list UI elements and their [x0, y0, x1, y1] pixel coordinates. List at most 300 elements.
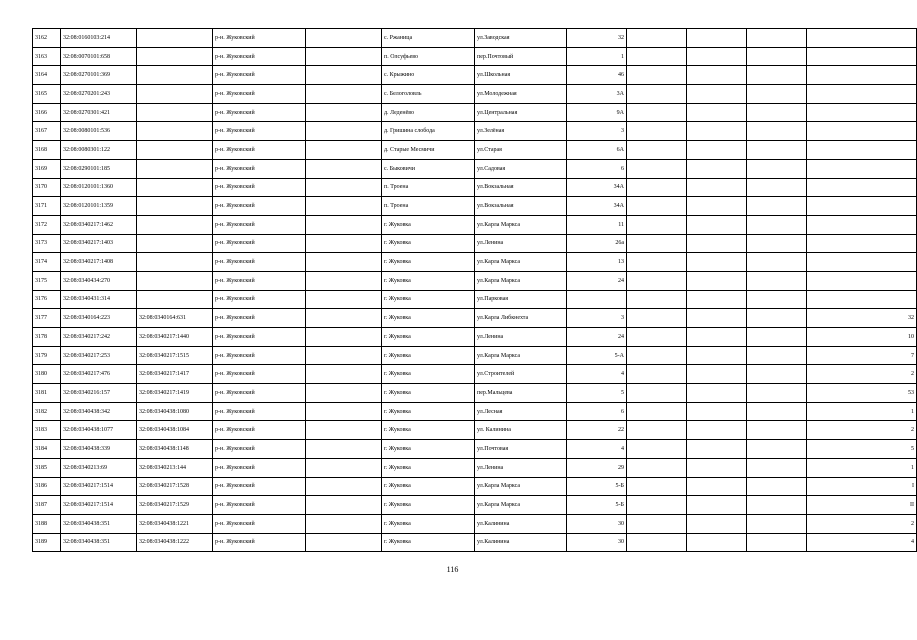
related-cadastral-cell [137, 178, 213, 197]
extra-cell-1 [687, 421, 747, 440]
house-number-cell: 3А [567, 85, 627, 104]
property-registry-table [32, 28, 917, 552]
street-cell: ул.Вокзальная [475, 178, 567, 197]
settlement-blank-cell [306, 365, 382, 384]
extra-cell-2 [747, 29, 807, 48]
extra-cell-1 [687, 215, 747, 234]
house-number-cell: 5-Б [567, 496, 627, 515]
locality-cell: г. Жуковка [382, 234, 475, 253]
row-number-cell: 3173 [33, 234, 61, 253]
locality-cell: г. Жуковка [382, 533, 475, 552]
settlement-blank-cell [306, 66, 382, 85]
extra-cell-1 [687, 402, 747, 421]
apartment-cell: 1 [807, 458, 917, 477]
extra-cell-1 [687, 533, 747, 552]
extra-cell-2 [747, 215, 807, 234]
extra-cell-1 [687, 384, 747, 403]
related-cadastral-cell: 32:08:0340217:1515 [137, 346, 213, 365]
district-cell: р-н. Жуковский [213, 85, 306, 104]
row-number-cell: 3188 [33, 514, 61, 533]
related-cadastral-cell: 32:08:0340438:1084 [137, 421, 213, 440]
row-number-cell: 3165 [33, 85, 61, 104]
cadastral-number-cell: 32:08:0070101:658 [61, 47, 137, 66]
settlement-blank-cell [306, 215, 382, 234]
street-cell: пер.Мальцева [475, 384, 567, 403]
building-cell [627, 384, 687, 403]
district-cell: р-н. Жуковский [213, 253, 306, 272]
locality-cell: г. Жуковка [382, 496, 475, 515]
cadastral-number-cell: 32:08:0340217:476 [61, 365, 137, 384]
street-cell: ул.Школьная [475, 66, 567, 85]
row-number-cell: 3179 [33, 346, 61, 365]
locality-cell: д. Старые Месмичи [382, 141, 475, 160]
extra-cell-1 [687, 141, 747, 160]
extra-cell-1 [687, 29, 747, 48]
building-cell [627, 234, 687, 253]
extra-cell-2 [747, 290, 807, 309]
apartment-cell [807, 103, 917, 122]
apartment-cell [807, 29, 917, 48]
table-row [33, 514, 917, 533]
extra-cell-2 [747, 47, 807, 66]
house-number-cell: 13 [567, 253, 627, 272]
district-cell: р-н. Жуковский [213, 178, 306, 197]
extra-cell-1 [687, 290, 747, 309]
locality-cell: г. Жуковка [382, 290, 475, 309]
row-number-cell: 3182 [33, 402, 61, 421]
locality-cell: г. Жуковка [382, 328, 475, 347]
settlement-blank-cell [306, 234, 382, 253]
district-cell: р-н. Жуковский [213, 47, 306, 66]
table-row [33, 458, 917, 477]
locality-cell: д. Леденёво [382, 103, 475, 122]
street-cell: ул.Заводская [475, 29, 567, 48]
locality-cell: г. Жуковка [382, 384, 475, 403]
building-cell [627, 141, 687, 160]
street-cell: ул.Карла Маркса [475, 215, 567, 234]
extra-cell-2 [747, 328, 807, 347]
apartment-cell: II [807, 496, 917, 515]
house-number-cell: 5-Б [567, 477, 627, 496]
district-cell: р-н. Жуковский [213, 365, 306, 384]
house-number-cell: 5 [567, 384, 627, 403]
building-cell [627, 197, 687, 216]
extra-cell-2 [747, 271, 807, 290]
extra-cell-1 [687, 122, 747, 141]
extra-cell-2 [747, 141, 807, 160]
locality-cell: г. Жуковка [382, 458, 475, 477]
street-cell: ул.Зелёная [475, 122, 567, 141]
extra-cell-2 [747, 496, 807, 515]
row-number-cell: 3186 [33, 477, 61, 496]
table-row [33, 47, 917, 66]
settlement-blank-cell [306, 328, 382, 347]
building-cell [627, 402, 687, 421]
cadastral-number-cell: 32:08:0340216:157 [61, 384, 137, 403]
extra-cell-1 [687, 271, 747, 290]
apartment-cell [807, 122, 917, 141]
house-number-cell [567, 290, 627, 309]
street-cell: ул.Строителей [475, 365, 567, 384]
building-cell [627, 458, 687, 477]
locality-cell: п. Троена [382, 197, 475, 216]
settlement-blank-cell [306, 477, 382, 496]
street-cell: ул.Садовая [475, 159, 567, 178]
house-number-cell: 34А [567, 197, 627, 216]
table-row [33, 533, 917, 552]
building-cell [627, 440, 687, 459]
building-cell [627, 103, 687, 122]
row-number-cell: 3181 [33, 384, 61, 403]
house-number-cell: 46 [567, 66, 627, 85]
locality-cell: г. Жуковка [382, 215, 475, 234]
table-row [33, 421, 917, 440]
apartment-cell [807, 271, 917, 290]
street-cell: ул.Почтовая [475, 440, 567, 459]
extra-cell-2 [747, 458, 807, 477]
apartment-cell [807, 159, 917, 178]
table-row [33, 365, 917, 384]
locality-cell: д. Гришина слобода [382, 122, 475, 141]
table-row [33, 440, 917, 459]
cadastral-number-cell: 32:08:0080301:122 [61, 141, 137, 160]
street-cell: ул.Карла Маркса [475, 253, 567, 272]
table-row [33, 384, 917, 403]
building-cell [627, 122, 687, 141]
related-cadastral-cell: 32:08:0340438:1080 [137, 402, 213, 421]
page-number: 116 [446, 565, 459, 574]
street-cell: ул.Ленина [475, 458, 567, 477]
cadastral-number-cell: 32:08:0340213:69 [61, 458, 137, 477]
district-cell: р-н. Жуковский [213, 271, 306, 290]
street-cell: ул.Старая [475, 141, 567, 160]
related-cadastral-cell: 32:08:0340217:1440 [137, 328, 213, 347]
cadastral-number-cell: 32:08:0160103:214 [61, 29, 137, 48]
house-number-cell: 26а [567, 234, 627, 253]
row-number-cell: 3168 [33, 141, 61, 160]
building-cell [627, 85, 687, 104]
house-number-cell: 22 [567, 421, 627, 440]
row-number-cell: 3183 [33, 421, 61, 440]
settlement-blank-cell [306, 29, 382, 48]
cadastral-number-cell: 32:08:0080101:536 [61, 122, 137, 141]
settlement-blank-cell [306, 402, 382, 421]
table-row [33, 141, 917, 160]
table-row [33, 346, 917, 365]
table-row [33, 328, 917, 347]
apartment-cell [807, 215, 917, 234]
table-row [33, 477, 917, 496]
apartment-cell [807, 234, 917, 253]
extra-cell-2 [747, 514, 807, 533]
extra-cell-2 [747, 384, 807, 403]
locality-cell: г. Жуковка [382, 365, 475, 384]
street-cell: ул.Ленина [475, 234, 567, 253]
house-number-cell: 3 [567, 309, 627, 328]
settlement-blank-cell [306, 533, 382, 552]
table-row [33, 290, 917, 309]
row-number-cell: 3163 [33, 47, 61, 66]
extra-cell-1 [687, 85, 747, 104]
apartment-cell [807, 141, 917, 160]
settlement-blank-cell [306, 47, 382, 66]
table-row [33, 85, 917, 104]
extra-cell-2 [747, 346, 807, 365]
building-cell [627, 496, 687, 515]
locality-cell: г. Жуковка [382, 421, 475, 440]
cadastral-number-cell: 32:08:0340438:351 [61, 514, 137, 533]
apartment-cell [807, 47, 917, 66]
apartment-cell [807, 197, 917, 216]
building-cell [627, 365, 687, 384]
cadastral-number-cell: 32:08:0340217:1408 [61, 253, 137, 272]
table-row [33, 234, 917, 253]
extra-cell-2 [747, 402, 807, 421]
district-cell: р-н. Жуковский [213, 496, 306, 515]
extra-cell-1 [687, 309, 747, 328]
related-cadastral-cell: 32:08:0340438:1221 [137, 514, 213, 533]
cadastral-number-cell: 32:08:0340217:253 [61, 346, 137, 365]
district-cell: р-н. Жуковский [213, 159, 306, 178]
apartment-cell [807, 66, 917, 85]
settlement-blank-cell [306, 496, 382, 515]
street-cell: ул.Карла Маркса [475, 496, 567, 515]
locality-cell: г. Жуковка [382, 514, 475, 533]
extra-cell-1 [687, 346, 747, 365]
extra-cell-1 [687, 234, 747, 253]
house-number-cell: 30 [567, 533, 627, 552]
table-row [33, 197, 917, 216]
extra-cell-1 [687, 253, 747, 272]
district-cell: р-н. Жуковский [213, 458, 306, 477]
house-number-cell: 11 [567, 215, 627, 234]
district-cell: р-н. Жуковский [213, 197, 306, 216]
extra-cell-1 [687, 440, 747, 459]
apartment-cell [807, 253, 917, 272]
street-cell: ул.Карла Маркса [475, 271, 567, 290]
building-cell [627, 309, 687, 328]
row-number-cell: 3178 [33, 328, 61, 347]
settlement-blank-cell [306, 440, 382, 459]
street-cell: ул.Карла Маркса [475, 346, 567, 365]
row-number-cell: 3166 [33, 103, 61, 122]
related-cadastral-cell: 32:08:0340217:1529 [137, 496, 213, 515]
cadastral-number-cell: 32:08:0340164:223 [61, 309, 137, 328]
extra-cell-2 [747, 421, 807, 440]
extra-cell-1 [687, 159, 747, 178]
row-number-cell: 3167 [33, 122, 61, 141]
apartment-cell [807, 85, 917, 104]
related-cadastral-cell: 32:08:0340438:1222 [137, 533, 213, 552]
street-cell: пер.Почтовый [475, 47, 567, 66]
district-cell: р-н. Жуковский [213, 514, 306, 533]
related-cadastral-cell [137, 271, 213, 290]
settlement-blank-cell [306, 290, 382, 309]
related-cadastral-cell [137, 103, 213, 122]
cadastral-number-cell: 32:08:0340217:1403 [61, 234, 137, 253]
apartment-cell: 10 [807, 328, 917, 347]
related-cadastral-cell: 32:08:0340164:631 [137, 309, 213, 328]
settlement-blank-cell [306, 458, 382, 477]
district-cell: р-н. Жуковский [213, 103, 306, 122]
street-cell: ул.Молодежная [475, 85, 567, 104]
building-cell [627, 477, 687, 496]
related-cadastral-cell [137, 122, 213, 141]
district-cell: р-н. Жуковский [213, 141, 306, 160]
street-cell: ул.Ленина [475, 328, 567, 347]
locality-cell: г. Жуковка [382, 346, 475, 365]
extra-cell-2 [747, 159, 807, 178]
related-cadastral-cell [137, 141, 213, 160]
row-number-cell: 3172 [33, 215, 61, 234]
building-cell [627, 533, 687, 552]
settlement-blank-cell [306, 253, 382, 272]
house-number-cell: 4 [567, 365, 627, 384]
related-cadastral-cell [137, 197, 213, 216]
street-cell: ул.Вокзальная [475, 197, 567, 216]
apartment-cell: 4 [807, 533, 917, 552]
apartment-cell: 53 [807, 384, 917, 403]
cadastral-number-cell: 32:08:0270101:369 [61, 66, 137, 85]
extra-cell-1 [687, 496, 747, 515]
apartment-cell: 32 [807, 309, 917, 328]
table-row [33, 66, 917, 85]
settlement-blank-cell [306, 103, 382, 122]
table-row [33, 253, 917, 272]
locality-cell: с. Крыжино [382, 66, 475, 85]
district-cell: р-н. Жуковский [213, 290, 306, 309]
row-number-cell: 3184 [33, 440, 61, 459]
extra-cell-1 [687, 477, 747, 496]
settlement-blank-cell [306, 271, 382, 290]
row-number-cell: 3180 [33, 365, 61, 384]
extra-cell-2 [747, 103, 807, 122]
locality-cell: п. Олсуфьево [382, 47, 475, 66]
row-number-cell: 3185 [33, 458, 61, 477]
row-number-cell: 3162 [33, 29, 61, 48]
registry-body [33, 29, 917, 552]
extra-cell-2 [747, 309, 807, 328]
district-cell: р-н. Жуковский [213, 234, 306, 253]
row-number-cell: 3189 [33, 533, 61, 552]
settlement-blank-cell [306, 309, 382, 328]
related-cadastral-cell: 32:08:0340217:1419 [137, 384, 213, 403]
settlement-blank-cell [306, 421, 382, 440]
related-cadastral-cell: 32:08:0340217:1528 [137, 477, 213, 496]
cadastral-number-cell: 32:08:0340217:1514 [61, 496, 137, 515]
district-cell: р-н. Жуковский [213, 309, 306, 328]
house-number-cell: 30 [567, 514, 627, 533]
extra-cell-1 [687, 514, 747, 533]
district-cell: р-н. Жуковский [213, 421, 306, 440]
extra-cell-1 [687, 365, 747, 384]
apartment-cell: I [807, 477, 917, 496]
settlement-blank-cell [306, 85, 382, 104]
house-number-cell: 6 [567, 402, 627, 421]
street-cell: ул.Парковая [475, 290, 567, 309]
locality-cell: с. Быковичи [382, 159, 475, 178]
district-cell: р-н. Жуковский [213, 29, 306, 48]
building-cell [627, 159, 687, 178]
extra-cell-2 [747, 234, 807, 253]
table-row [33, 271, 917, 290]
related-cadastral-cell: 32:08:0340217:1417 [137, 365, 213, 384]
extra-cell-2 [747, 477, 807, 496]
building-cell [627, 328, 687, 347]
cadastral-number-cell: 32:08:0340217:1462 [61, 215, 137, 234]
district-cell: р-н. Жуковский [213, 346, 306, 365]
house-number-cell: 6 [567, 159, 627, 178]
building-cell [627, 29, 687, 48]
building-cell [627, 290, 687, 309]
settlement-blank-cell [306, 159, 382, 178]
table-row [33, 103, 917, 122]
street-cell: ул.Лесная [475, 402, 567, 421]
settlement-blank-cell [306, 346, 382, 365]
related-cadastral-cell [137, 47, 213, 66]
locality-cell: г. Жуковка [382, 271, 475, 290]
building-cell [627, 514, 687, 533]
apartment-cell: 2 [807, 365, 917, 384]
apartment-cell: 1 [807, 402, 917, 421]
extra-cell-2 [747, 85, 807, 104]
related-cadastral-cell [137, 234, 213, 253]
building-cell [627, 346, 687, 365]
building-cell [627, 253, 687, 272]
row-number-cell: 3164 [33, 66, 61, 85]
house-number-cell: 29 [567, 458, 627, 477]
extra-cell-2 [747, 66, 807, 85]
settlement-blank-cell [306, 178, 382, 197]
row-number-cell: 3170 [33, 178, 61, 197]
building-cell [627, 66, 687, 85]
house-number-cell: 4 [567, 440, 627, 459]
street-cell: ул.Центральная [475, 103, 567, 122]
locality-cell: с. Белоголовль [382, 85, 475, 104]
apartment-cell: 2 [807, 514, 917, 533]
extra-cell-2 [747, 197, 807, 216]
table-row [33, 309, 917, 328]
district-cell: р-н. Жуковский [213, 122, 306, 141]
row-number-cell: 3176 [33, 290, 61, 309]
related-cadastral-cell [137, 159, 213, 178]
locality-cell: г. Жуковка [382, 440, 475, 459]
row-number-cell: 3177 [33, 309, 61, 328]
extra-cell-1 [687, 47, 747, 66]
settlement-blank-cell [306, 384, 382, 403]
apartment-cell [807, 178, 917, 197]
district-cell: р-н. Жуковский [213, 477, 306, 496]
settlement-blank-cell [306, 122, 382, 141]
apartment-cell: 2 [807, 421, 917, 440]
cadastral-number-cell: 32:08:0340434:270 [61, 271, 137, 290]
cadastral-number-cell: 32:08:0340217:242 [61, 328, 137, 347]
table-row [33, 178, 917, 197]
house-number-cell: 9А [567, 103, 627, 122]
row-number-cell: 3175 [33, 271, 61, 290]
street-cell: ул.Калинина [475, 514, 567, 533]
extra-cell-2 [747, 365, 807, 384]
related-cadastral-cell [137, 85, 213, 104]
cadastral-number-cell: 32:08:0340438:342 [61, 402, 137, 421]
table-row [33, 29, 917, 48]
extra-cell-1 [687, 328, 747, 347]
street-cell: ул.Карла Маркса [475, 477, 567, 496]
apartment-cell [807, 290, 917, 309]
district-cell: р-н. Жуковский [213, 66, 306, 85]
related-cadastral-cell [137, 29, 213, 48]
related-cadastral-cell [137, 290, 213, 309]
